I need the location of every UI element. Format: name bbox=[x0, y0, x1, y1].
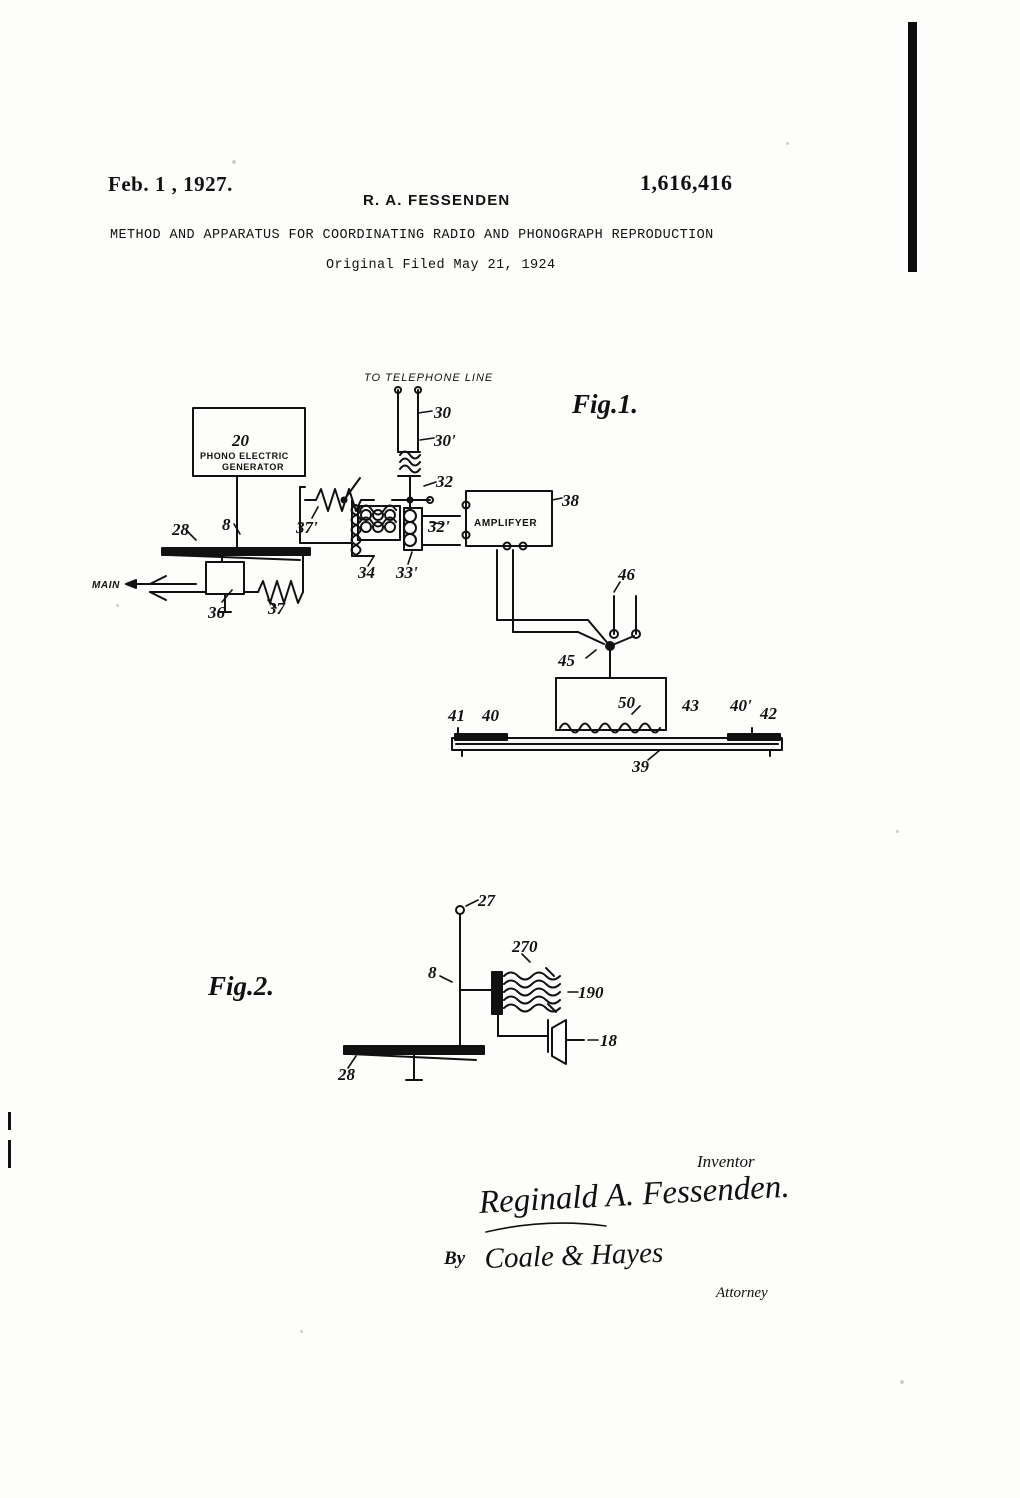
figure-1-label: Fig.1. bbox=[572, 389, 639, 419]
ref-40: 40 bbox=[482, 706, 499, 725]
ref-30: 30 bbox=[434, 403, 451, 422]
main-label: MAIN bbox=[92, 580, 120, 591]
publication-date: Feb. 1 , 1927. bbox=[108, 172, 233, 196]
coil-270 bbox=[504, 973, 560, 1012]
motor-box bbox=[206, 562, 244, 594]
ref-36: 36 bbox=[208, 603, 225, 622]
ref-38: 38 bbox=[562, 491, 579, 510]
ref-270: 270 bbox=[512, 937, 538, 956]
ref-30-prime: 30' bbox=[434, 431, 456, 450]
attorney-word: Attorney bbox=[716, 1285, 768, 1301]
patent-number: 1,616,416 bbox=[640, 170, 733, 195]
coil-33prime bbox=[404, 510, 416, 546]
ref-32: 32 bbox=[436, 472, 453, 491]
coil-end-plate-left bbox=[492, 972, 502, 1014]
inventor-name-header: R. A. FESSENDEN bbox=[363, 192, 511, 209]
attorney-signature: Coale & Hayes bbox=[484, 1236, 664, 1275]
coil-30prime bbox=[400, 452, 420, 473]
generator-label-line2: GENERATOR bbox=[222, 462, 285, 472]
inventor-signature: Reginald A. Fessenden. bbox=[478, 1168, 791, 1221]
page-title: METHOD AND APPARATUS FOR COORDINATING RADIO AND PHONOGRAPH REPRODUCTION bbox=[110, 228, 714, 243]
ref-27: 27 bbox=[478, 891, 495, 910]
ref-39: 39 bbox=[632, 757, 649, 776]
ref-37-prime: 37' bbox=[296, 518, 318, 537]
ref-32-prime: 32' bbox=[428, 517, 450, 536]
scan-speck bbox=[900, 1380, 904, 1384]
coil-34 bbox=[360, 506, 396, 533]
ref-41: 41 bbox=[448, 706, 465, 725]
signature-underline-strokes bbox=[0, 1170, 1020, 1370]
scan-speck bbox=[896, 830, 899, 833]
figure-2-label: Fig.2. bbox=[208, 971, 275, 1001]
ref-37: 37 bbox=[268, 599, 285, 618]
contact-40prime bbox=[728, 734, 780, 740]
ref-190: 190 bbox=[578, 983, 604, 1002]
inventor-word: Inventor bbox=[697, 1152, 755, 1171]
ref-45: 45 bbox=[558, 651, 575, 670]
ref-18: 18 bbox=[600, 1031, 617, 1050]
ref-34: 34 bbox=[358, 563, 375, 582]
filing-date: Original Filed May 21, 1924 bbox=[326, 258, 556, 273]
ref-20: 20 bbox=[232, 431, 249, 450]
ref-50: 50 bbox=[618, 693, 635, 712]
horn-speaker bbox=[552, 1020, 566, 1064]
amplifier-label: AMPLIFYER bbox=[474, 518, 538, 529]
telephone-line-caption: TO TELEPHONE LINE bbox=[364, 372, 494, 384]
ref-8: 8 bbox=[222, 515, 231, 534]
turntable-platter bbox=[162, 548, 310, 555]
ref-8-fig2: 8 bbox=[428, 963, 437, 982]
ref-46: 46 bbox=[618, 565, 635, 584]
ref-28: 28 bbox=[172, 520, 189, 539]
ref-33-prime: 33' bbox=[396, 563, 418, 582]
ref-42: 42 bbox=[760, 704, 777, 723]
ref-43: 43 bbox=[682, 696, 699, 715]
ref-28-fig2: 28 bbox=[338, 1065, 355, 1084]
ref-40-prime: 40' bbox=[730, 696, 752, 715]
by-word: By bbox=[444, 1248, 466, 1269]
turntable-platter-2 bbox=[344, 1046, 484, 1054]
coil-50 bbox=[560, 724, 660, 733]
generator-label-line1: PHONO ELECTRIC bbox=[200, 451, 289, 461]
contact-40 bbox=[455, 734, 507, 740]
figure-2-drawing bbox=[0, 880, 1020, 1220]
